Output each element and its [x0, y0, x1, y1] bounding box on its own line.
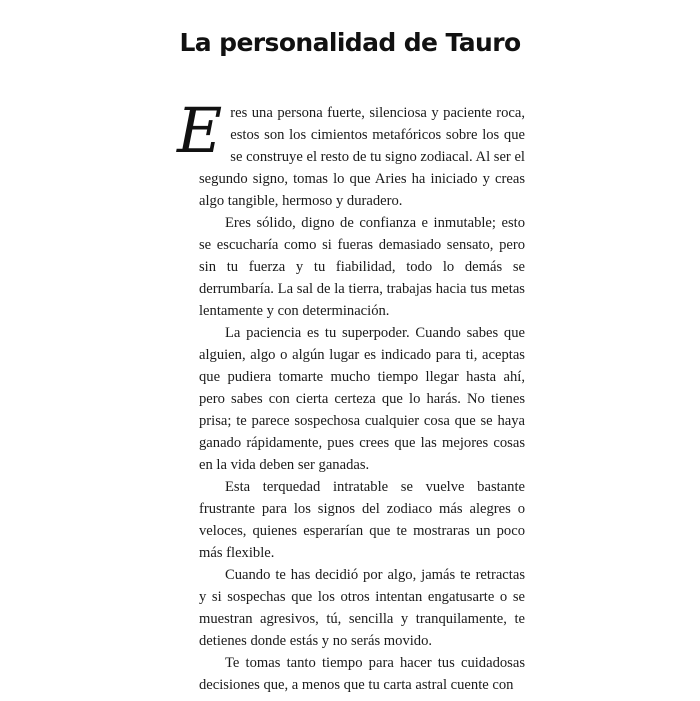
body-text: [177, 94, 525, 696]
paragraph-1-text: res una persona fuerte, silenciosa y paciente roca, estos son los cimientos metafóricos sobre los que se construye el resto de tu signo zodiacal. Al ser el segundo signo, tomas lo que Aries ha iniciado y creas algo tangible, hermoso y duradero.: [199, 105, 525, 209]
drop-cap: E: [177, 94, 223, 167]
paragraph-6: Te tomas tanto tiempo para hacer tus cuidadosas decisiones que, a menos que tu carta astral cuente con: [199, 655, 525, 693]
paragraph-2: Eres sólido, digno de confianza e inmutable; esto se escucharía como si fueras demasiado sensato, pero sin tu fuerza y tu fiabilidad, todo lo demás se derrumbaría. La sal de la tierra, trabajas hacia tus metas lentamente y con determinación.: [199, 215, 525, 319]
page-title: La personalidad de Tauro: [179, 28, 521, 57]
paragraph-4: Esta terquedad intratable se vuelve bastante frustrante para los signos del zodiaco más alegres o veloces, quienes esperarían que te mostraras un poco más flexible.: [199, 479, 525, 561]
paragraph-1: [177, 94, 525, 212]
paragraph-5: Cuando te has decidió por algo, jamás te retractas y si sospechas que los otros intentan engatusarte o se muestran agresivos, tú, sencilla y tranquilamente, te detienes donde estás y no serás movido.: [199, 567, 525, 649]
paragraph-3: La paciencia es tu superpoder. Cuando sabes que alguien, algo o algún lugar es indicado para ti, aceptas que pudiera tomarte mucho tiempo llegar hasta ahí, pero sabes con cierta certeza que lo harás. No tienes prisa; te parece sospechosa cualquier cosa que se haya ganado rápidamente, pues crees que las mejores cosas en la vida deben ser ganadas.: [199, 325, 525, 473]
